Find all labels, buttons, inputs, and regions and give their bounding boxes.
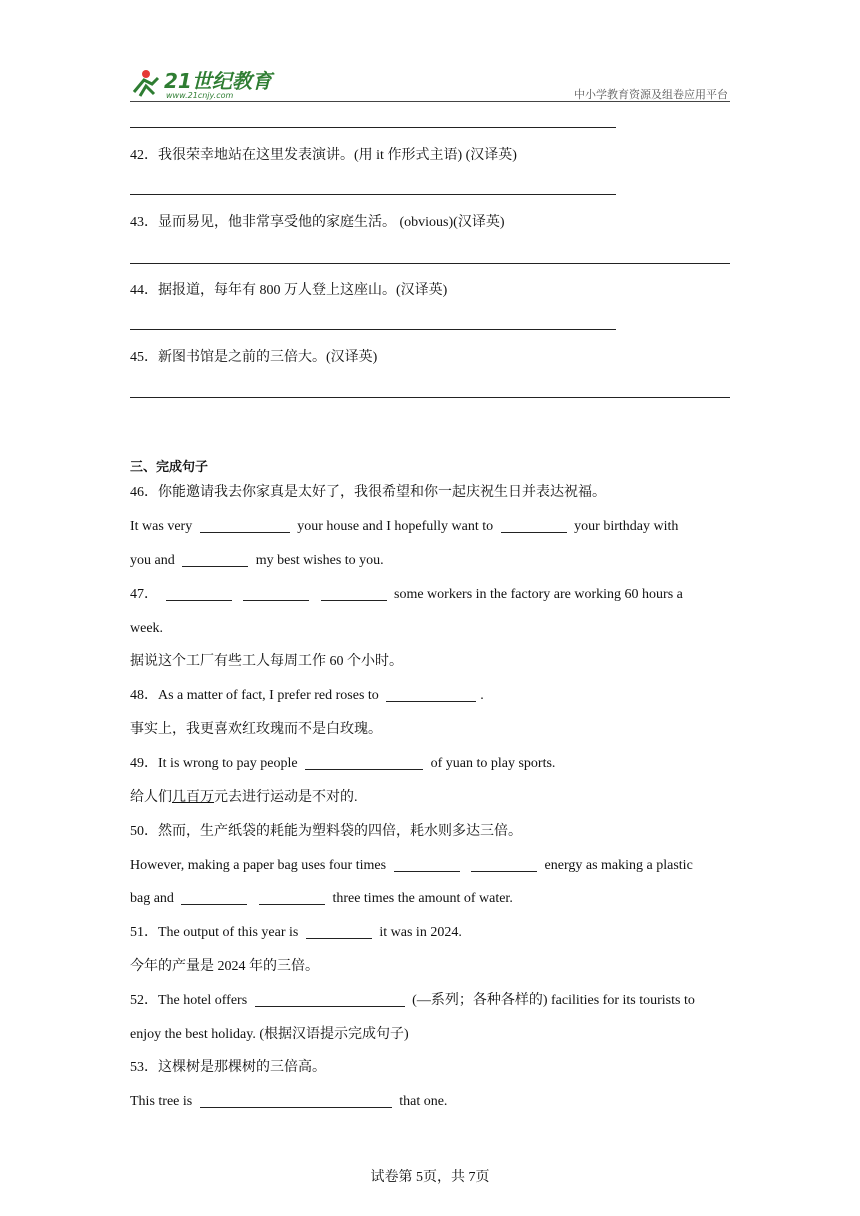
answer-line[interactable] xyxy=(130,127,616,128)
question-53-line1: This tree is that one. xyxy=(130,1094,448,1109)
question-46-line2: you and my best wishes to you. xyxy=(130,553,384,568)
fill-blank[interactable] xyxy=(182,552,248,567)
fill-blank[interactable] xyxy=(200,1093,392,1108)
question-50-cn: 50．然而，生产纸袋的耗能为塑料袋的四倍，耗水则多达三倍。 xyxy=(130,824,522,839)
fill-blank[interactable] xyxy=(471,857,537,872)
answer-line[interactable] xyxy=(130,397,730,398)
question-42: 42．我很荣幸地站在这里发表演讲。(用 it 作形式主语) (汉译英) xyxy=(130,148,517,163)
question-53-cn: 53．这棵树是那棵树的三倍高。 xyxy=(130,1060,326,1075)
fill-blank[interactable] xyxy=(255,992,405,1007)
question-52-line1: 52．The hotel offers (—系列；各种各样的) facilities for its tourists to xyxy=(130,993,695,1008)
svg-text:21世纪教育: 21世纪教育 xyxy=(164,69,272,93)
question-48-line1: 48．As a matter of fact, I prefer red roses to . xyxy=(130,688,484,703)
fill-blank[interactable] xyxy=(166,586,232,601)
question-51-cn: 今年的产量是 2024 年的三倍。 xyxy=(130,959,319,974)
question-46-cn: 46．你能邀请我去你家真是太好了，我很希望和你一起庆祝生日并表达祝福。 xyxy=(130,485,606,500)
fill-blank[interactable] xyxy=(321,586,387,601)
header-divider xyxy=(130,101,730,102)
21cnjy-logo xyxy=(128,66,278,100)
fill-blank[interactable] xyxy=(200,518,290,533)
fill-blank[interactable] xyxy=(394,857,460,872)
fill-blank[interactable] xyxy=(386,687,476,702)
question-46-line1: It was very your house and I hopefully want to your birthday with xyxy=(130,519,679,534)
question-47-line1: 47． some workers in the factory are working 60 hours a xyxy=(130,587,683,602)
fill-blank[interactable] xyxy=(305,755,423,770)
question-50-line1: However, making a paper bag uses four times energy as making a plastic xyxy=(130,858,693,873)
fill-blank[interactable] xyxy=(243,586,309,601)
answer-line[interactable] xyxy=(130,263,730,264)
fill-blank[interactable] xyxy=(259,890,325,905)
question-50-line2: bag and three times the amount of water. xyxy=(130,891,513,906)
question-48-cn: 事实上，我更喜欢红玫瑰而不是白玫瑰。 xyxy=(130,722,382,737)
question-49-cn: 给人们几百万元去进行运动是不对的. xyxy=(130,790,358,805)
header-platform-text: 中小学教育资源及组卷应用平台 xyxy=(574,88,728,101)
question-52-line2: enjoy the best holiday. (根据汉语提示完成句子) xyxy=(130,1027,409,1042)
section-title: 三、完成句子 xyxy=(130,460,209,475)
question-45: 45．新图书馆是之前的三倍大。(汉译英) xyxy=(130,350,378,365)
page-footer: 试卷第 5页，共 7页 xyxy=(370,1170,490,1185)
fill-blank[interactable] xyxy=(181,890,247,905)
answer-line[interactable] xyxy=(130,329,616,330)
question-43: 43．显而易见，他非常享受他的家庭生活。 (obvious)(汉译英) xyxy=(130,215,505,230)
question-51-line1: 51．The output of this year is it was in 2024. xyxy=(130,925,462,940)
fill-blank[interactable] xyxy=(501,518,567,533)
svg-text:www.21cnjy.com: www.21cnjy.com xyxy=(166,91,234,100)
answer-line[interactable] xyxy=(130,194,616,195)
question-49-line1: 49．It is wrong to pay people of yuan to play sports. xyxy=(130,756,556,771)
question-44: 44．据报道，每年有 800 万人登上这座山。(汉译英) xyxy=(130,283,448,298)
fill-blank[interactable] xyxy=(306,924,372,939)
question-47-cn: 据说这个工厂有些工人每周工作 60 个小时。 xyxy=(130,654,403,669)
question-47-line2: week. xyxy=(130,621,164,636)
